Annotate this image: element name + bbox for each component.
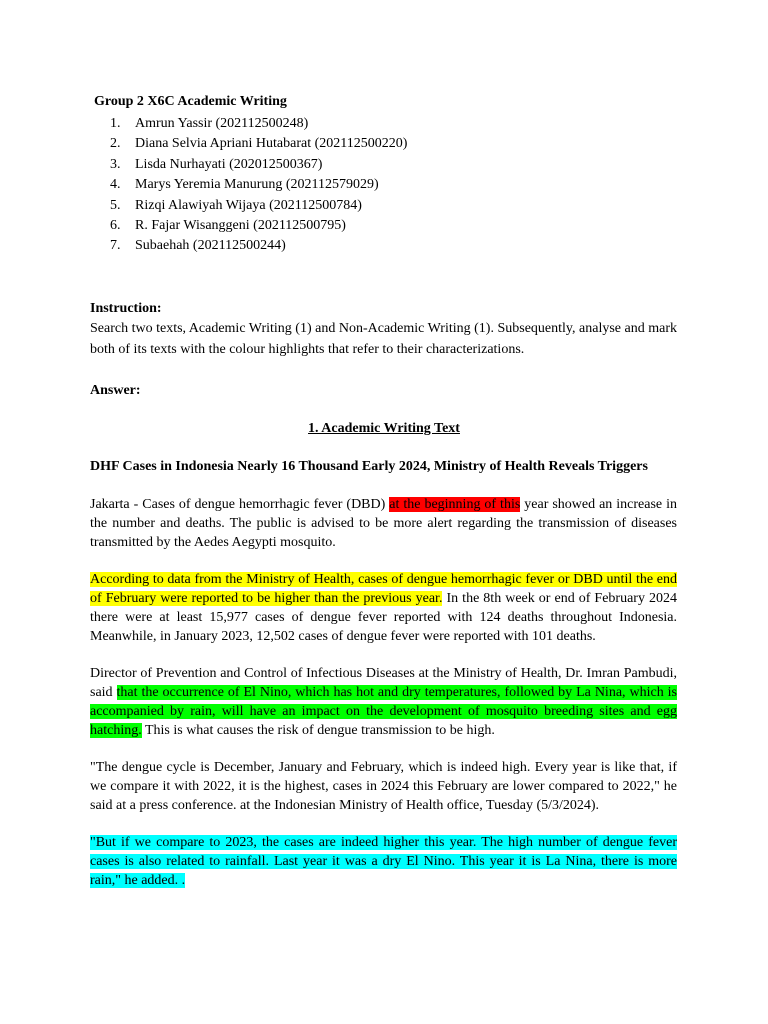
- member-name: Rizqi Alawiyah Wijaya (202112500784): [135, 197, 362, 213]
- list-item: [110, 196, 407, 216]
- list-item: [110, 134, 407, 154]
- paragraph-4: "The dengue cycle is December, January and February, which is indeed high. Every year is like that, if we compare it with 2022, it is the highest, cases in 2024 this February are lower compared to 2022," he said at a press conference. at the Indonesian Ministry of Health office, Tuesday (5/3/2024).: [90, 760, 677, 813]
- list-item: [110, 155, 407, 175]
- section-title: 1. Academic Writing Text: [308, 421, 460, 436]
- list-item: [110, 114, 407, 134]
- list-item: [110, 216, 407, 236]
- paragraph-1: [90, 495, 677, 552]
- paragraph-3: [90, 664, 677, 740]
- group-title: Group 2 X6C Academic Writing: [94, 94, 287, 109]
- instruction-text: Search two texts, Academic Writing (1) and Non-Academic Writing (1). Subsequently, analyse and mark both of its texts with the colour highlights that refer to their characterizations.: [90, 321, 677, 357]
- instruction-heading: Instruction:: [90, 301, 162, 316]
- paragraph-5: [90, 833, 677, 890]
- member-name: Marys Yeremia Manurung (202112579029): [135, 177, 379, 193]
- text-run: Director of Prevention and Control of Infectious Diseases at the Ministry of Health, Dr. Imran Pambudi, said: [90, 666, 677, 700]
- list-number: 6.: [110, 218, 121, 234]
- member-name: R. Fajar Wisanggeni (202112500795): [135, 218, 346, 234]
- yellow-highlight: According to data from the Ministry of Health, cases of dengue hemorrhagic fever or DBD until the end of February were reported to be higher than the previous year.: [90, 572, 677, 606]
- text-run: In the 8th week or end of February 2024 there were at least 15,977 cases of dengue fever reported with 124 deaths throughout Indonesia. Meanwhile, in January 2023, 12,502 cases of dengue fever were reported with 101 deaths.: [90, 591, 677, 644]
- list-number: 5.: [110, 197, 121, 213]
- member-list: [110, 114, 407, 257]
- list-number: 2.: [110, 136, 121, 152]
- article-title: DHF Cases in Indonesia Nearly 16 Thousand Early 2024, Ministry of Health Reveals Triggers: [90, 459, 648, 474]
- answer-heading: Answer:: [90, 383, 141, 398]
- green-highlight: that the occurrence of El Nino, which has hot and dry temperatures, followed by La Nina, which is accompanied by rain, will have an impact on the development of mosquito breeding sites and egg hatching.: [90, 685, 677, 738]
- red-highlight: at the beginning of this: [389, 497, 521, 512]
- text-run: year showed an increase in the number and deaths. The public is advised to be more alert regarding the transmission of diseases transmitted by the Aedes Aegypti mosquito.: [90, 497, 678, 550]
- list-number: 3.: [110, 156, 121, 172]
- member-name: Diana Selvia Apriani Hutabarat (202112500220): [135, 136, 408, 152]
- list-item: [110, 175, 407, 195]
- member-name: Subaehah (202112500244): [135, 238, 286, 254]
- list-number: 1.: [110, 116, 121, 131]
- list-item: [110, 236, 407, 256]
- text-run: Jakarta - Cases of dengue hemorrhagic fever (DBD): [90, 497, 390, 512]
- paragraph-2: [90, 570, 677, 646]
- text-run: This is what causes the risk of dengue transmission to be high.: [141, 723, 495, 738]
- member-name: Amrun Yassir (202112500248): [135, 116, 309, 131]
- member-name: Lisda Nurhayati (202012500367): [135, 156, 323, 172]
- list-number: 7.: [110, 238, 121, 254]
- cyan-highlight: "But if we compare to 2023, the cases are indeed higher this year. The high number of dengue fever cases is also related to rainfall. Last year it was a dry El Nino. This year it is La Nina, there is more rain," he added. .: [90, 835, 677, 888]
- list-number: 4.: [110, 177, 121, 193]
